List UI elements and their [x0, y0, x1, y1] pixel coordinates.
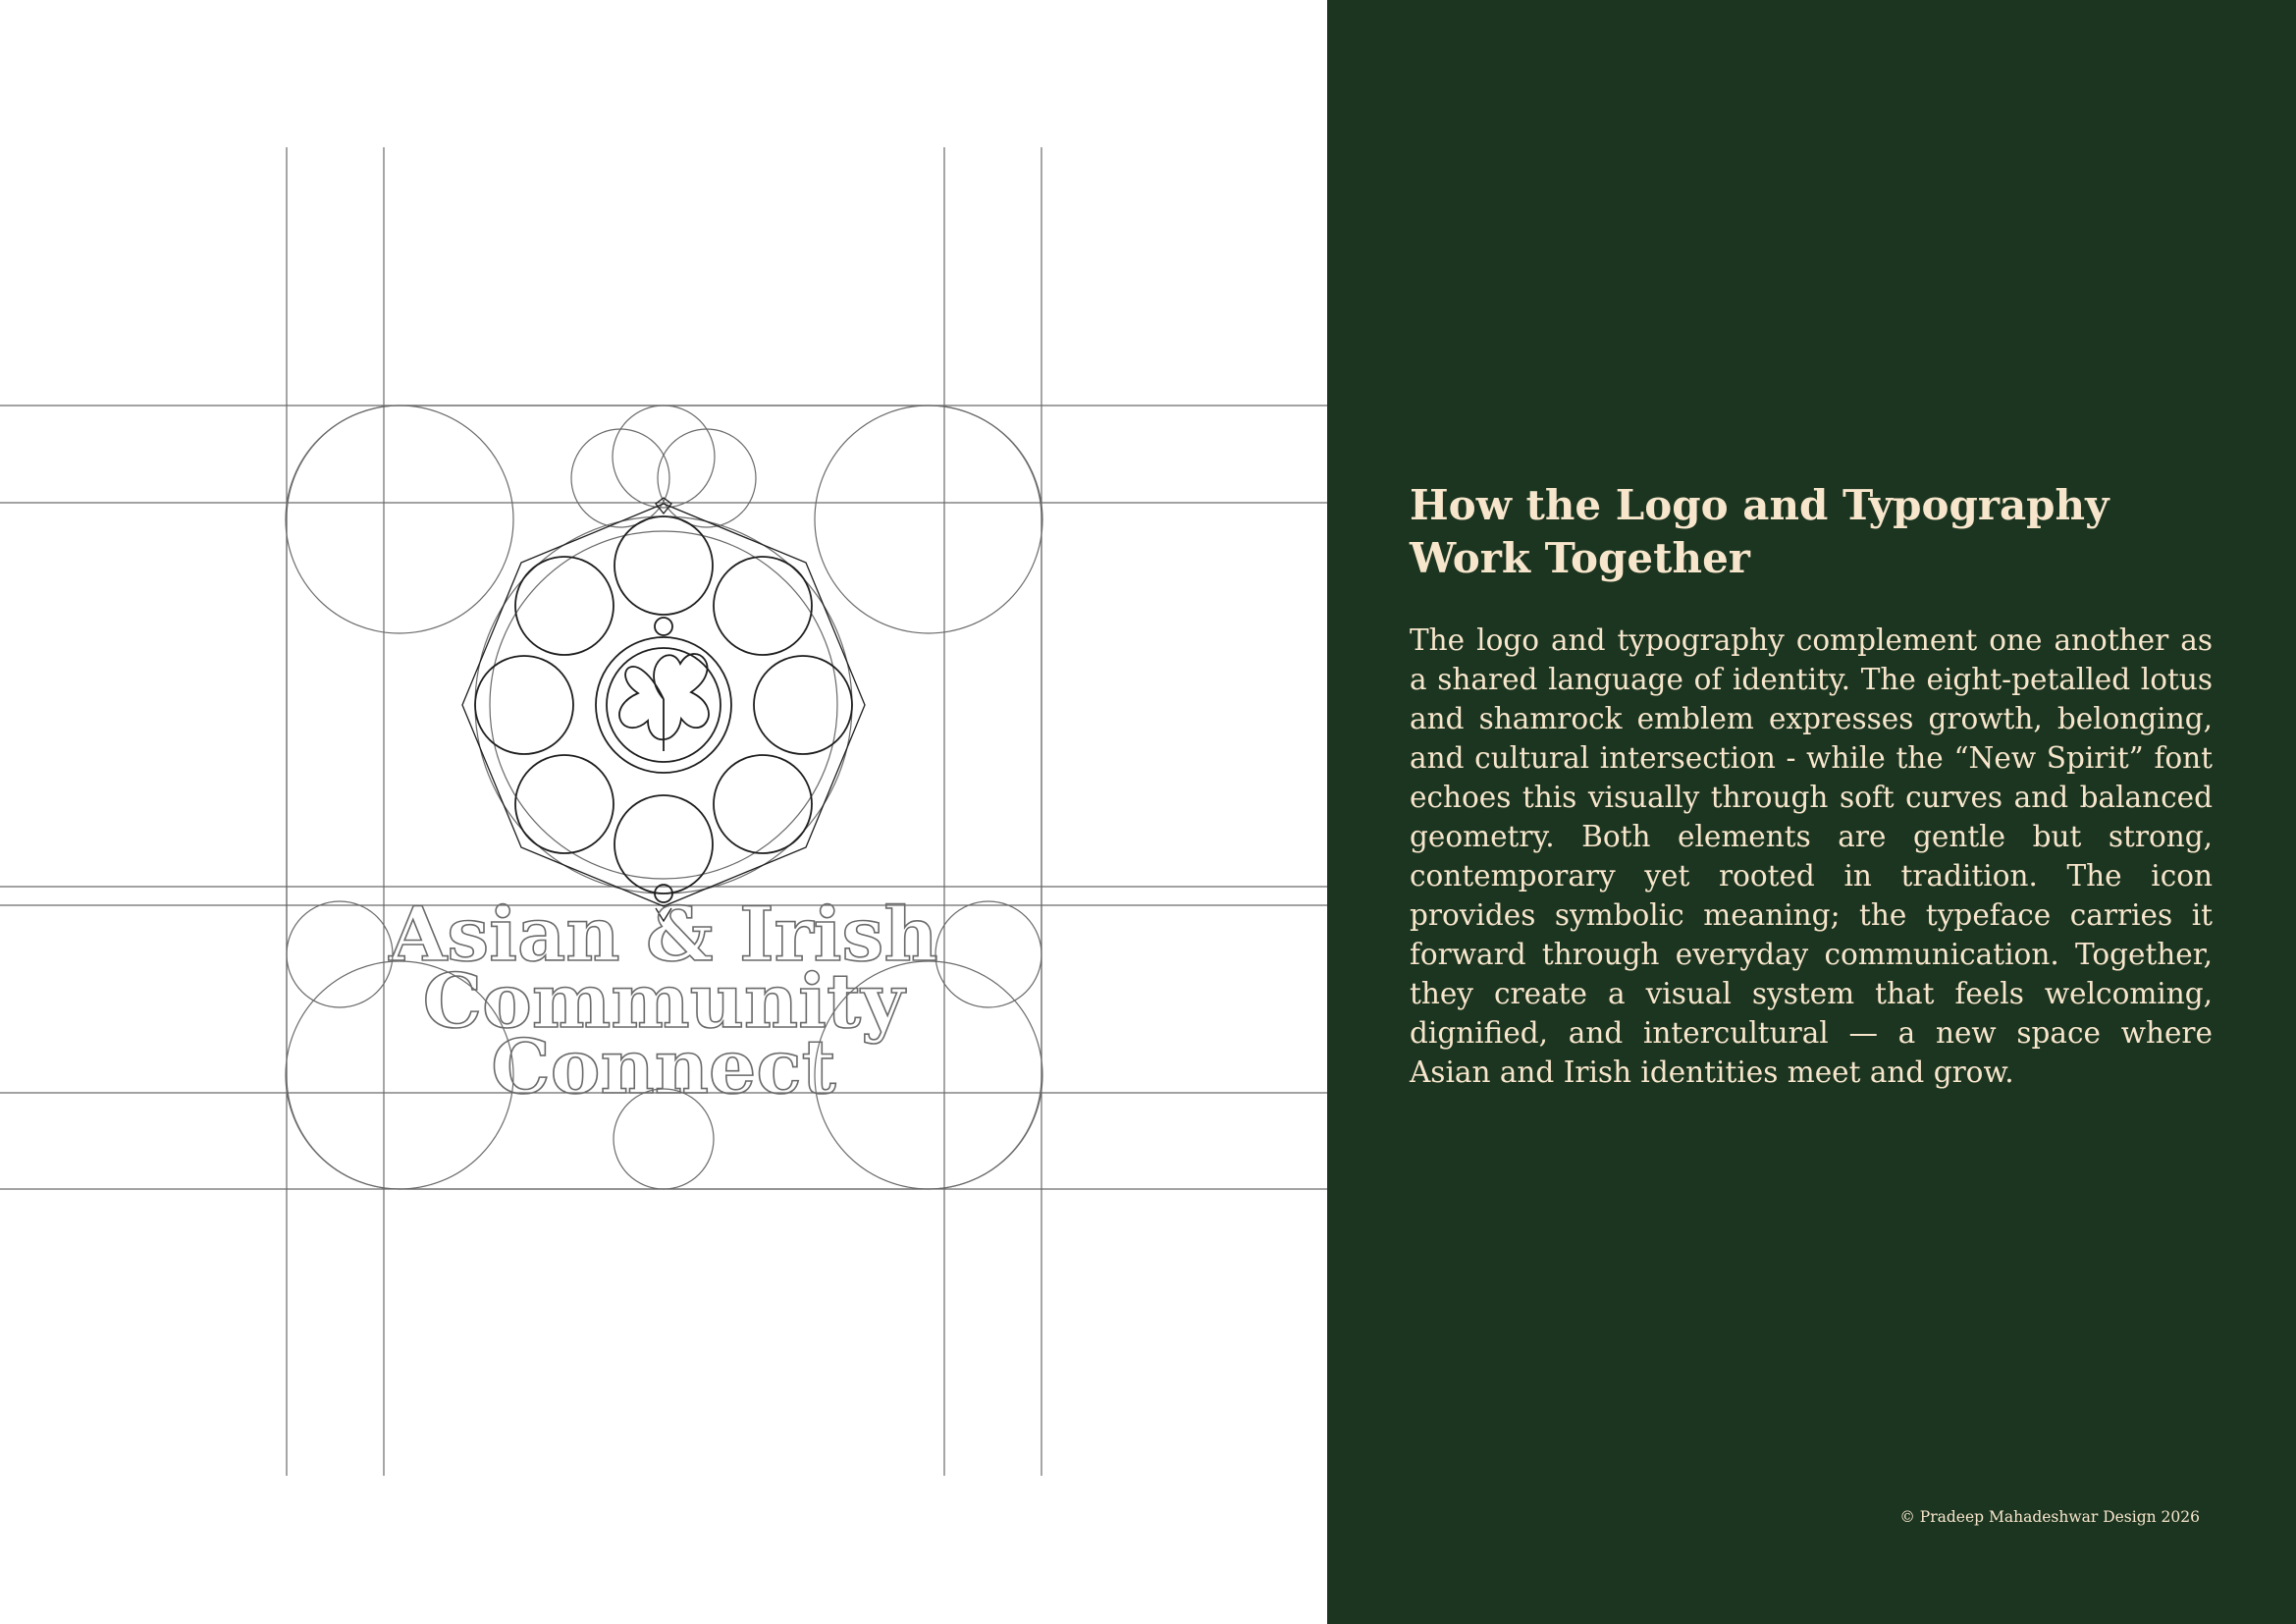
wordmark-line-3: Connect [491, 1023, 836, 1110]
wordmark-line-2: Community [422, 957, 905, 1045]
description-panel [1327, 0, 2296, 1624]
shamrock-icon [619, 654, 709, 751]
copyright-footer: © Pradeep Mahadeshwar Design 2026 [1899, 1508, 2200, 1526]
heading-line-2: Work Together [1410, 534, 1750, 582]
wordmark [388, 891, 937, 1110]
body-paragraph: The logo and typography complement one another as a shared language of identity. The eight-petalled lotus and shamrock emblem expresses growth, belonging, and cultural intersection - while the “New Spirit” font echoes this visually through soft curves and balanced geometry. Both elements are gentle but strong, contemporary yet rooted in tradition. The icon provides symbolic meaning; the typeface carries it forward through everyday communication. Together, they create a visual system that feels welcoming, dignified, and intercultural — a new space where Asian and Irish identities meet and grow. [1410, 623, 2213, 1089]
grid-lines [0, 147, 1327, 1476]
section-heading [1410, 479, 2156, 585]
wordmark-line-1: Asian & Irish [389, 891, 938, 978]
heading-line-1: How the Logo and Typography [1410, 481, 2109, 529]
